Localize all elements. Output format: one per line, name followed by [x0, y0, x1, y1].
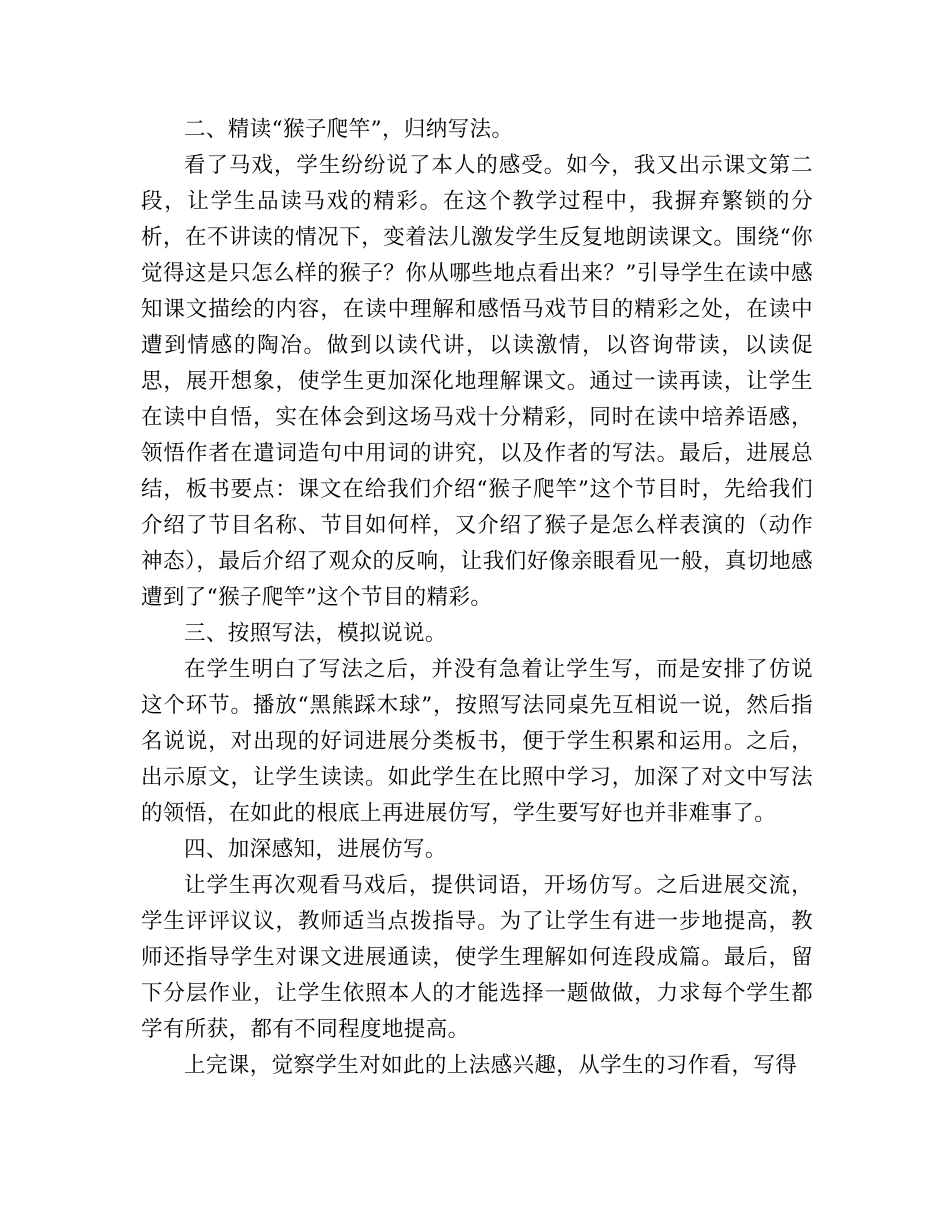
paragraph: 在学生明白了写法之后，并没有急着让学生写，而是安排了仿说这个环节。播放“黑熊踩木球”，按照写法同桌先互相说一说，然后指名说说，对出现的好词进展分类板书，便于学生积累和运用。之后，出示原文，让学生读读。如此学生在比照中学习，加深了对文中写法的领悟，在如此的根底上再进展仿写，学生要写好也并非难事了。 — [141, 657, 813, 826]
section-heading-4: 四、加深感知，进展仿写。 — [184, 837, 447, 862]
paragraph: 上完课，觉察学生对如此的上法感兴趣，从学生的习作看，写得 — [184, 1053, 798, 1078]
section-heading-3: 三、按照写法，模拟说说。 — [184, 621, 447, 646]
document-body — [141, 112, 813, 1084]
section-heading-2: 二、精读“猴子爬竿”，归纳写法。 — [184, 117, 514, 142]
paragraph: 看了马戏，学生纷纷说了本人的感受。如今，我又出示课文第二段，让学生品读马戏的精彩。在这个教学过程中，我摒弃繁锁的分析，在不讲读的情况下，变着法儿激发学生反复地朗读课文。围绕“你觉得这是只怎么样的猴子？你从哪些地点看出来？”引导学生在读中感知课文描绘的内容，在读中理解和感悟马戏节目的精彩之处，在读中遭到情感的陶冶。做到以读代讲，以读激情，以咨询带读，以读促思，展开想象，使学生更加深化地理解课文。通过一读再读，让学生在读中自悟，实在体会到这场马戏十分精彩，同时在读中培养语感，领悟作者在遣词造句中用词的讲究，以及作者的写法。最后，进展总结，板书要点：课文在给我们介绍“猴子爬竿”这个节目时，先给我们介绍了节目名称、节目如何样，又介绍了猴子是怎么样表演的（动作 神态），最后介绍了观众的反响，让我们好像亲眼看见一般，真切地感遭到了“猴子爬竿”这个节目的精彩。 — [141, 153, 813, 610]
paragraph: 让学生再次观看马戏后，提供词语，开场仿写。之后进展交流，学生评评议议，教师适当点拨指导。为了让学生有进一步地提高，教师还指导学生对课文进展通读，使学生理解如何连段成篇。最后，留下分层作业，让学生依照本人的才能选择一题做做，力求每个学生都学有所获，都有不同程度地提高。 — [141, 873, 813, 1042]
